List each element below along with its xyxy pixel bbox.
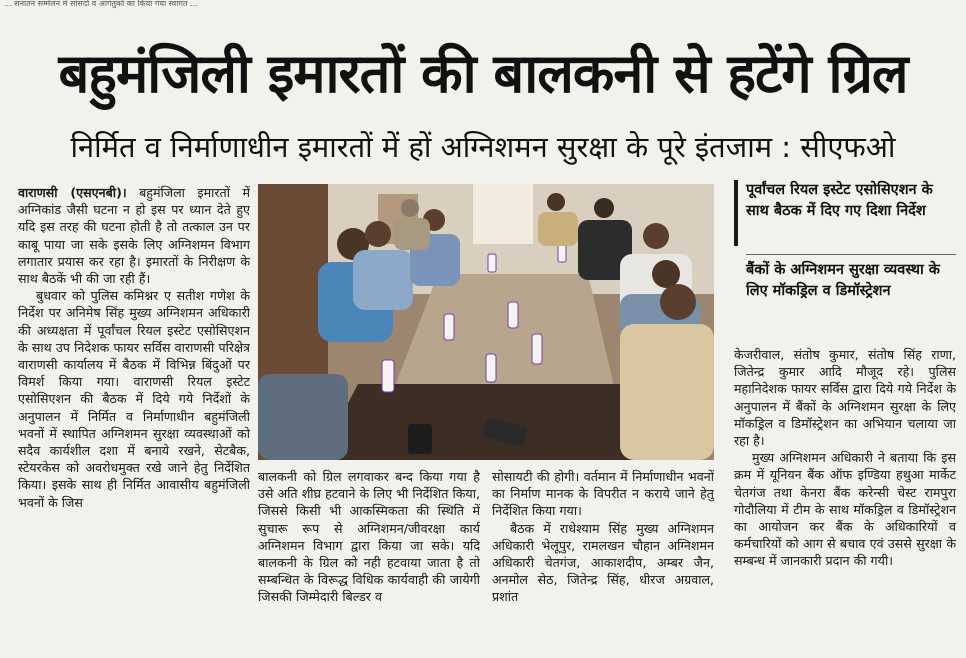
meeting-photo [258,184,714,460]
article-paragraph: बैठक में राधेश्याम सिंह मुख्य अग्निशमन अधिकारी भेलूपुर, रामलखन चौहान अग्निशमन अधिकारी चेतगंज, आकाशदीप, अम्बर जैन, अनमोल सेठ, जितेन्द्र सिंह, धीरज अग्रवाल, प्रशांत [492,520,714,605]
headline: बहुमंजिली इमारतों की बालकनी से हटेंगे ग्रिल [58,42,908,105]
sidebar-bar [734,180,738,246]
subheadline: निर्मित व निर्माणाधीन इमारतों में हों अग्निशमन सुरक्षा के पूरे इंतजाम : सीएफओ [70,130,896,164]
article-column-3 [492,468,714,652]
meeting-photo-illustration [258,184,714,460]
article-column-4 [734,346,956,652]
sidebar-highlights [734,180,956,338]
article-paragraph: केजरीवाल, संतोष कुमार, संतोष सिंह राणा, जितेन्द्र कुमार आदि मौजूद रहे। पुलिस महानिदेशक फायर सर्विस द्वारा दिये गये निर्देश के अनुपालन में बैंकों के अग्निशमन सुरक्षा के लिए मॉकड्रिल व डिमॉस्ट्रेशन का अभियान चलाया जा रहा है। [734,347,956,449]
dateline: वाराणसी (एसएनबी)। [18,185,127,200]
sidebar-heading-2: बैंकों के अग्निशमन सुरक्षा व्यवस्था के लिए मॉकड्रिल व डिमॉस्ट्रेशन [746,262,940,299]
article-paragraph: सोसायटी की होगी। वर्तमान में निर्माणाधीन भवनों का निर्माण मानक के विपरीत न कराये जाने हेतु निर्देशित किया गया। [492,469,714,519]
article-paragraph: मुख्य अग्निशमन अधिकारी ने बताया कि इस क्रम में यूनियन बैंक ऑफ इण्डिया हथुआ मार्केट चेतगंज तथा केनरा बैंक करेन्सी चेस्ट रामपुरा गोदौलिया में टीम के साथ मॉकड्रिल व डिमॉस्ट्रेशन का आयोजन कर बैंक के अधिकारियों व कर्मचारियों को आग से बचाव एवं उससे सुरक्षा के सम्बन्ध में जानकारी प्रदान की गयी। [734,450,956,569]
top-strip-text: ... सनातन सम्मेलन में सांसदों व आगंतुकों का किया गया स्वागत ... [4,0,198,8]
sidebar-divider [746,254,956,255]
article-paragraph: बालकनी को ग्रिल लगवाकर बन्द किया गया है उसे अति शीघ्र हटवाने के लिए भी निर्देशित किया, जिससे किसी भी आकस्मिकता की स्थिति में सुचारू रूप से अग्निशमन/जीवरक्षा कार्य अग्निशमन विभाग द्वारा किया जा सके। यदि बालकनी के ग्रिल को नही हटवाया जाता है तो सम्बन्धित के विरूद्ध विधिक कार्यवाही की जायेगी जिसकी जिम्मेदारी बिल्डर व [258,469,480,605]
sidebar-heading-1: पूर्वांचल रियल इस्टेट एसोसिएशन के साथ बैठक में दिए गए दिशा निर्देश [746,182,933,219]
article-paragraph: बुधवार को पुलिस कमिश्नर ए सतीश गणेश के निर्देश पर अनिमेष सिंह मुख्य अग्निशमन अधिकारी की अध्यक्षता में पूर्वांचल रियल इस्टेट एसोसिएशन के साथ उप निदेशक फायर सर्विस वाराणसी परिक्षेत्र वाराणसी कार्यालय में बैठक में विभिन्न बिंदुओं पर विमर्श किया गया। वाराणसी रियल इस्टेट एसोसिएशन की बैठक में दिये गये निर्देशों के अनुपालन में निर्मित व निर्माणाधीन बहुमंजिली भवनों में स्थापित अग्निशमन सुरक्षा व्यवस्थाओं को सदैव कार्यशील दशा में बनाये रखने, सेटबैक, स्टेयरकेस को अवरोधमुक्त रखे जाने हेतु निर्देशित किया। इसके साथ ही निर्मित आवासीय बहुमंजिली भवनों के जिस [18,288,250,510]
article-column-2 [258,468,480,652]
article-column-1 [18,184,250,652]
article-text: बहुमंजिला इमारतों में अग्निकांड जैसी घटना न हो इस पर ध्यान देते हुए यदि इस तरह की घटना होती है तो तत्काल उन पर काबू पाया जा सके इसके लिए अग्निशमन विभाग लगातार प्रयास कर रहा है। इमारतों के निरीक्षण के साथ बैठकें भी की जा रही हैं। [18,185,250,287]
article-paragraph [18,184,250,287]
